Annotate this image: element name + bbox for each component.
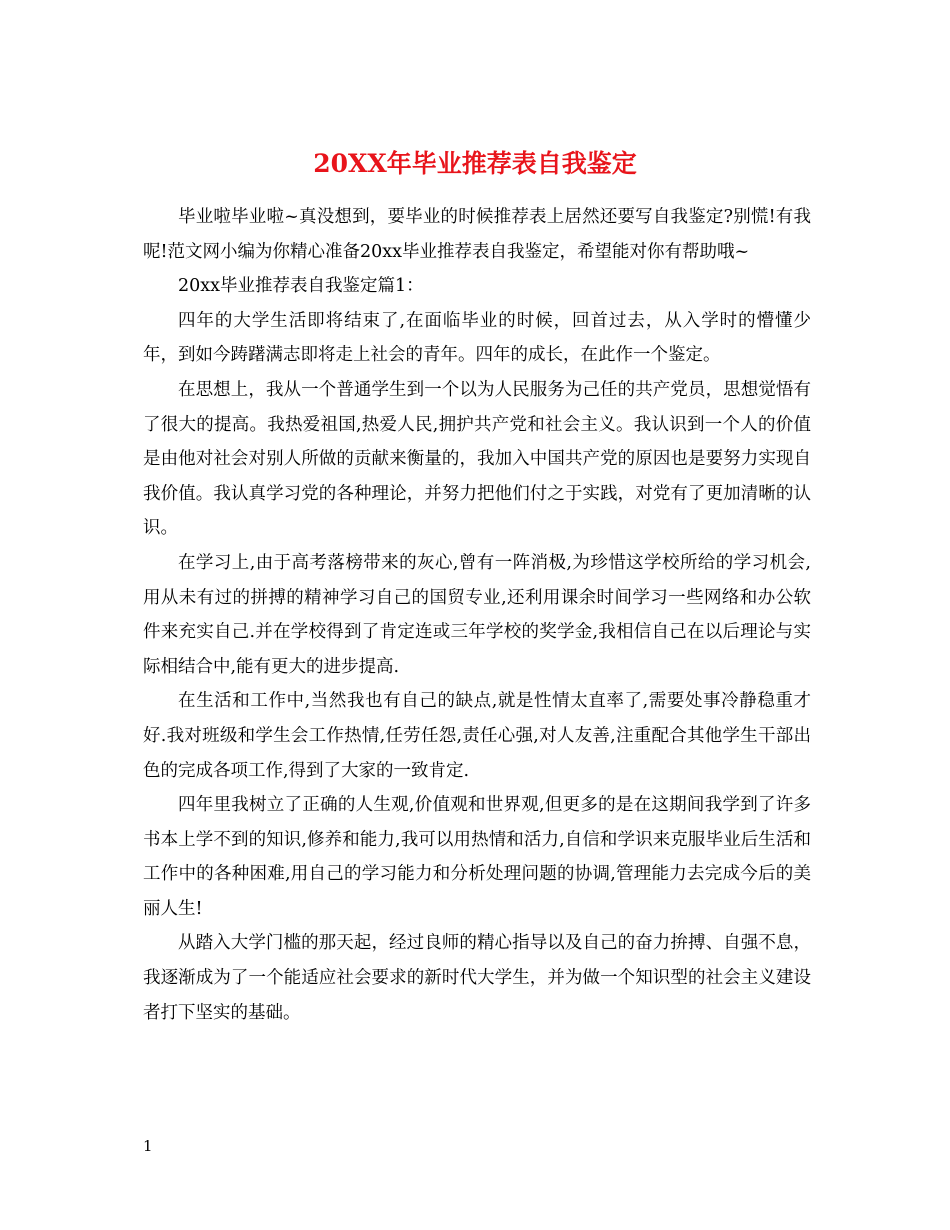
paragraph-overview: 四年的大学生活即将结束了,在面临毕业的时候，回首过去，从入学时的懵懂少年，到如今踌躇满志即将走上社会的青年。四年的成长，在此作一个鉴定。: [143, 310, 811, 366]
paragraph-life-work: 在生活和工作中,当然我也有自己的缺点,就是性情太直率了,需要处事冷静稳重才好.我对班级和学生会工作热情,任劳任怨,责任心强,对人友善,注重配合其他学生干部出色的完成各项工作,得到了大家的一致肯定.: [143, 691, 811, 781]
document-title: 20XX年毕业推荐表自我鉴定: [313, 148, 637, 178]
document-body: [143, 200, 811, 1030]
paragraph-conclusion: 从踏入大学门槛的那天起，经过良师的精心指导以及自己的奋力拚搏、自强不息，我逐渐成为了一个能适应社会要求的新时代大学生，并为做一个知识型的社会主义建设者打下坚实的基础。: [143, 933, 811, 1023]
page-number: 1: [143, 1137, 153, 1155]
paragraph-section-heading: 20xx毕业推荐表自我鉴定篇1：: [178, 276, 424, 297]
paragraph-study: 在学习上,由于高考落榜带来的灰心,曾有一阵消极,为珍惜这学校所给的学习机会,用从未有过的拼搏的精神学习自己的国贸专业,还利用课余时间学习一些网络和办公软件来充实自己.并在学校得到了肯定连或三年学校的奖学金,我相信自己在以后理论与实际相结合中,能有更大的进步提高.: [143, 552, 811, 677]
paragraph-thought: 在思想上，我从一个普通学生到一个以为人民服务为己任的共产党员，思想觉悟有了很大的提高。我热爱祖国,热爱人民,拥护共产党和社会主义。我认识到一个人的价值是由他对社会对别人所做的贡献来衡量的，我加入中国共产党的原因也是要努力实现自我价值。我认真学习党的各种理论，并努力把他们付之于实践，对党有了更加清晰的认识。: [143, 379, 811, 539]
paragraph-intro: 毕业啦毕业啦~真没想到，要毕业的时候推荐表上居然还要写自我鉴定?别慌!有我呢!范文网小编为你精心准备20xx毕业推荐表自我鉴定，希望能对你有帮助哦~: [143, 207, 811, 262]
paragraph-values: 四年里我树立了正确的人生观,价值观和世界观,但更多的是在这期间我学到了许多书本上学不到的知识,修养和能力,我可以用热情和活力,自信和学识来克服毕业后生活和工作中的各种困难,用自己的学习能力和分析处理问题的协调,管理能力去完成今后的美丽人生!: [143, 795, 811, 919]
